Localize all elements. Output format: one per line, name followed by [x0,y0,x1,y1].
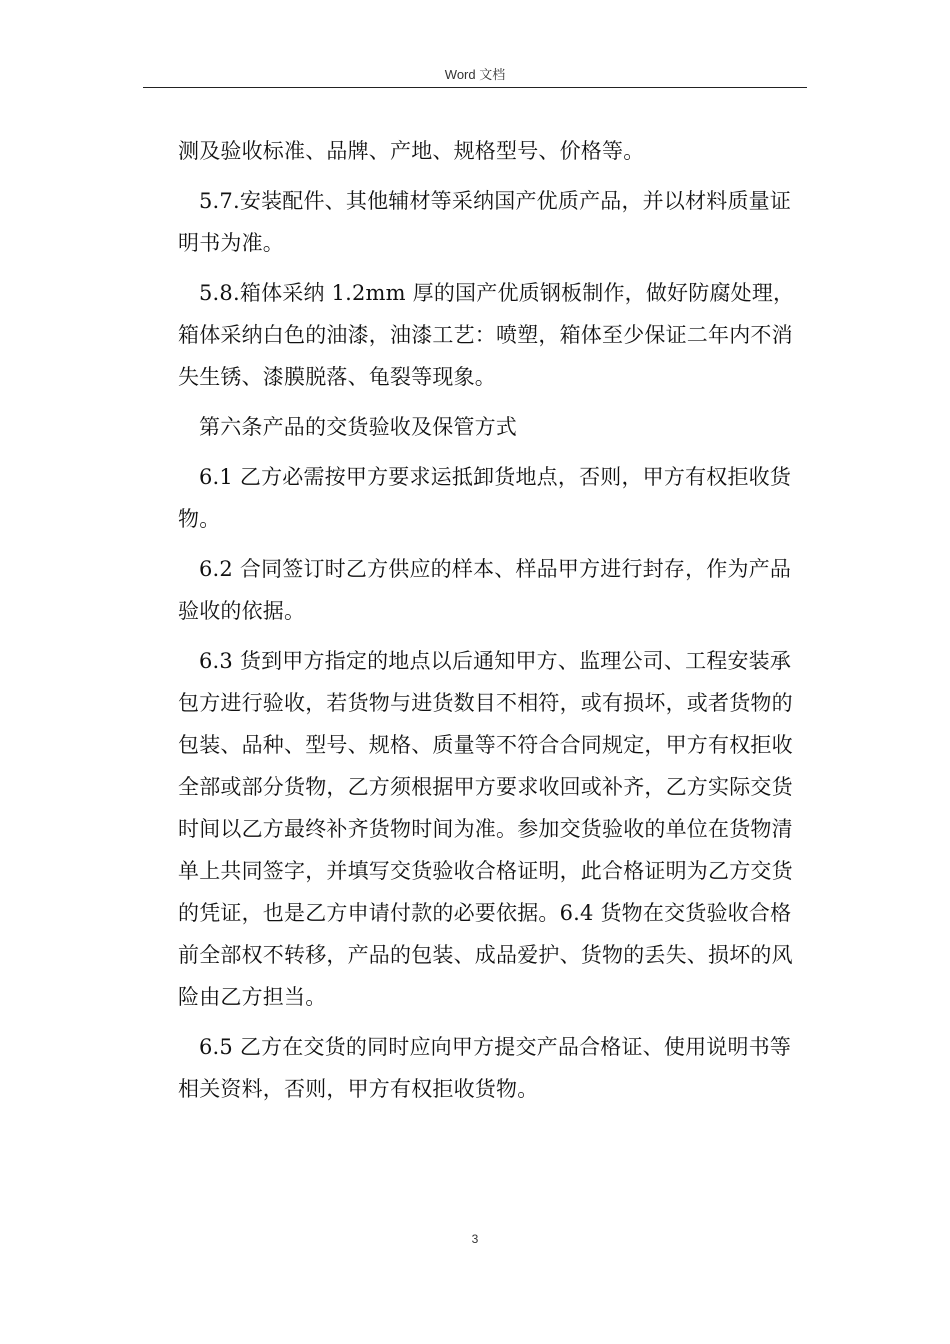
document-body [178,130,798,1118]
section-heading-article-6: 第六条产品的交货验收及保管方式 [199,415,517,439]
page-header-title: Word 文档 [444,67,506,82]
page-number: 3 [471,1232,479,1246]
paragraph-continuation: 测及验收标准、品牌、产地、规格型号、价格等。 [178,139,645,163]
paragraph-6-1: 6.1 乙方必需按甲方要求运抵卸货地点，否则，甲方有权拒收货物。 [178,465,792,531]
paragraph-5-7: 5.7.安装配件、其他辅材等采纳国产优质产品，并以材料质量证明书为准。 [178,189,792,255]
paragraph-5-8: 5.8.箱体采纳 1.2mm 厚的国产优质钢板制作，做好防腐处理，箱体采纳白色的油漆，油漆工艺：喷塑，箱体至少保证二年内不消失生锈、漆膜脱落、龟裂等现象。 [178,281,795,389]
paragraph-6-2: 6.2 合同签订时乙方供应的样本、样品甲方进行封存，作为产品验收的依据。 [178,557,792,623]
header-divider [143,87,807,88]
paragraph-6-3: 6.3 货到甲方指定的地点以后通知甲方、监理公司、工程安装承包方进行验收，若货物与进货数目不相符，或有损坏，或者货物的包装、品种、型号、规格、质量等不符合合同规定，甲方有权拒收全部或部分货物，乙方须根据甲方要求收回或补齐，乙方实际交货时间以乙方最终补齐货物时间为准。参加交货验收的单位在货物清单上共同签字，并填写交货验收合格证明，此合格证明为乙方交货的凭证，也是乙方申请付款的必要依据。6.4 货物在交货验收合格前全部权不转移，产品的包装、成品爱护、货物的丢失、损坏的风险由乙方担当。 [178,649,793,1009]
paragraph-6-5: 6.5 乙方在交货的同时应向甲方提交产品合格证、使用说明书等相关资料，否则，甲方有权拒收货物。 [178,1035,792,1101]
